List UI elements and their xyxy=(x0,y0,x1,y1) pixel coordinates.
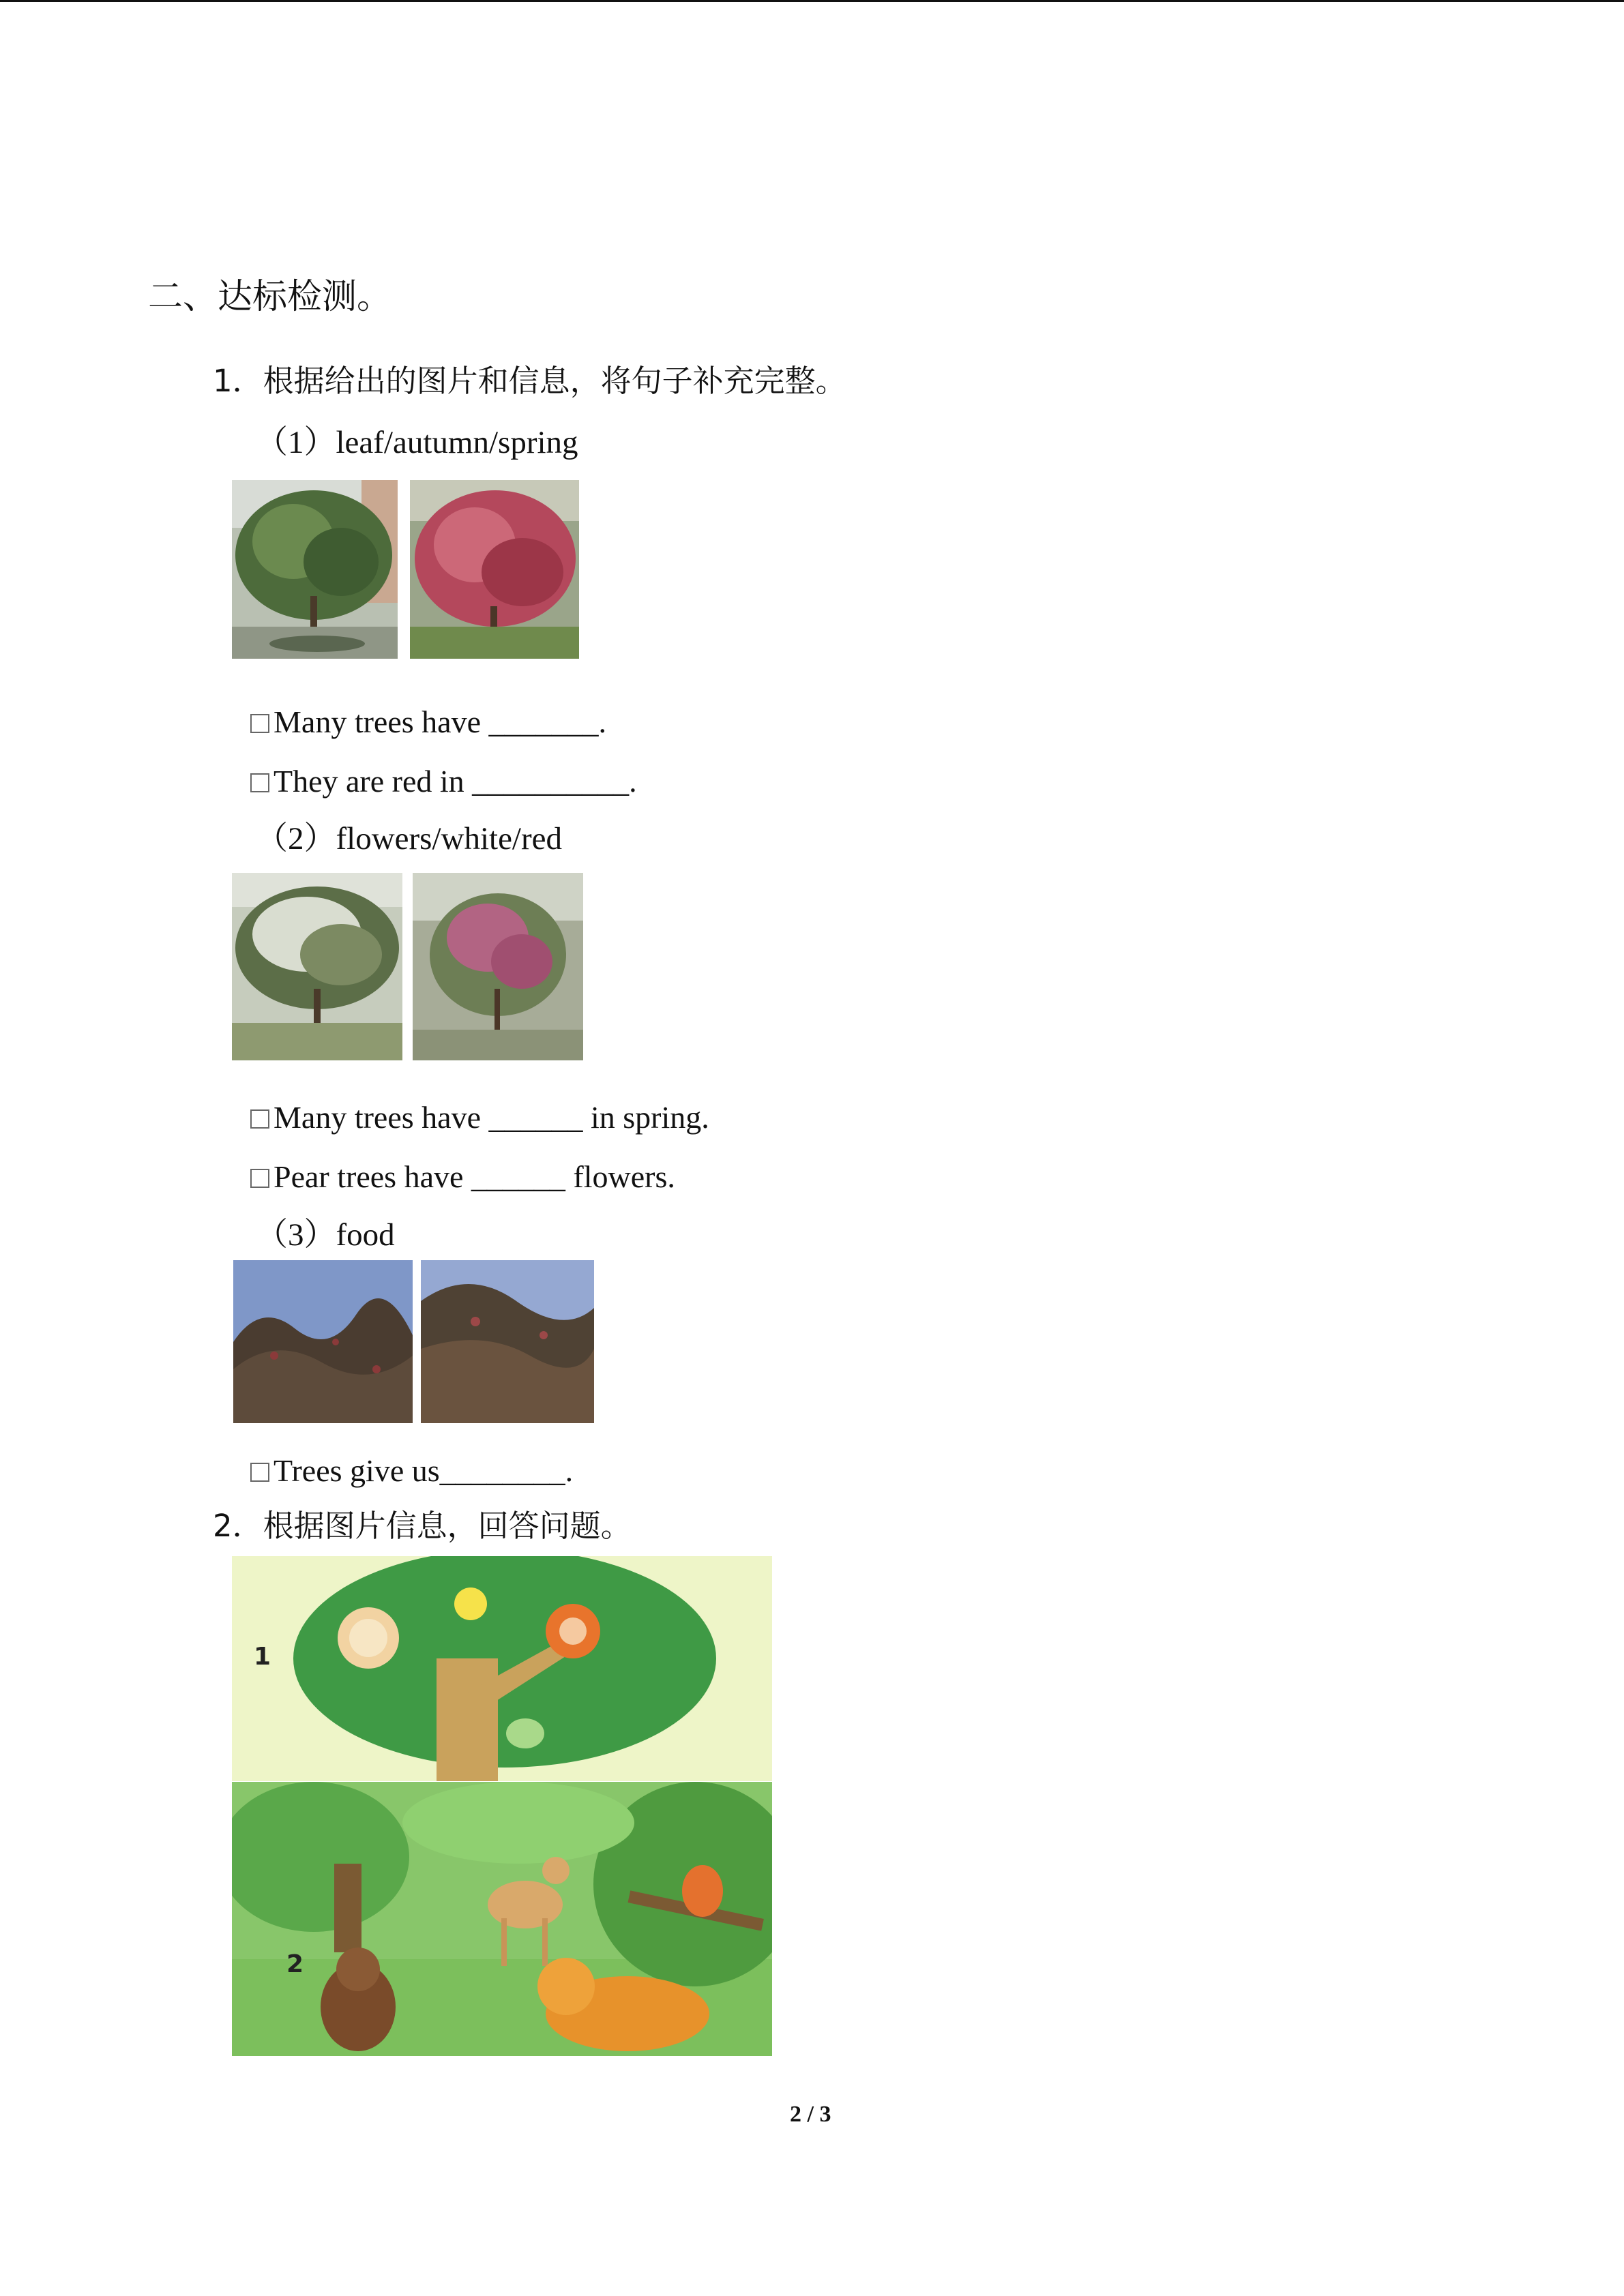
question-2-instruction: 2．根据图片信息，回答问题。 xyxy=(213,1508,632,1544)
page-top-border xyxy=(0,0,1624,2)
question-1-instruction: 1．根据给出的图片和信息，将句子补充完整。 xyxy=(213,363,846,399)
part-1-prompt: （1）leaf/autumn/spring xyxy=(256,425,578,460)
tree-green-photo xyxy=(232,480,398,659)
part-2-sentence-1: Many trees have ______ in spring. xyxy=(250,1102,709,1133)
part-1-sentence-1: Many trees have _______. xyxy=(250,706,606,738)
section-title: 二、达标检测。 xyxy=(148,277,392,317)
tree-food-photo-1 xyxy=(233,1260,413,1423)
illustration-label-1: 1 xyxy=(254,1643,271,1671)
tree-red-flowers-photo xyxy=(413,873,583,1060)
checkbox-icon xyxy=(250,773,269,792)
checkbox-icon xyxy=(250,714,269,733)
checkbox-icon xyxy=(250,1463,269,1482)
part-2-sentence-2: Pear trees have ______ flowers. xyxy=(250,1161,675,1193)
tree-white-flowers-photo xyxy=(232,873,402,1060)
tree-animals-illustration xyxy=(232,1556,772,1781)
checkbox-icon xyxy=(250,1109,269,1129)
tree-red-photo xyxy=(410,480,579,659)
part-1-sentence-2: They are red in __________. xyxy=(250,766,637,797)
page-number: 2 / 3 xyxy=(790,2102,831,2127)
part-3-sentence-1: Trees give us________. xyxy=(250,1455,573,1487)
forest-animals-illustration xyxy=(232,1782,772,2056)
checkbox-icon xyxy=(250,1169,269,1188)
part-3-prompt: （3）food xyxy=(256,1217,395,1253)
illustration-label-2: 2 xyxy=(286,1950,304,1978)
tree-food-photo-2 xyxy=(421,1260,594,1423)
part-2-prompt: （2）flowers/white/red xyxy=(256,821,563,856)
